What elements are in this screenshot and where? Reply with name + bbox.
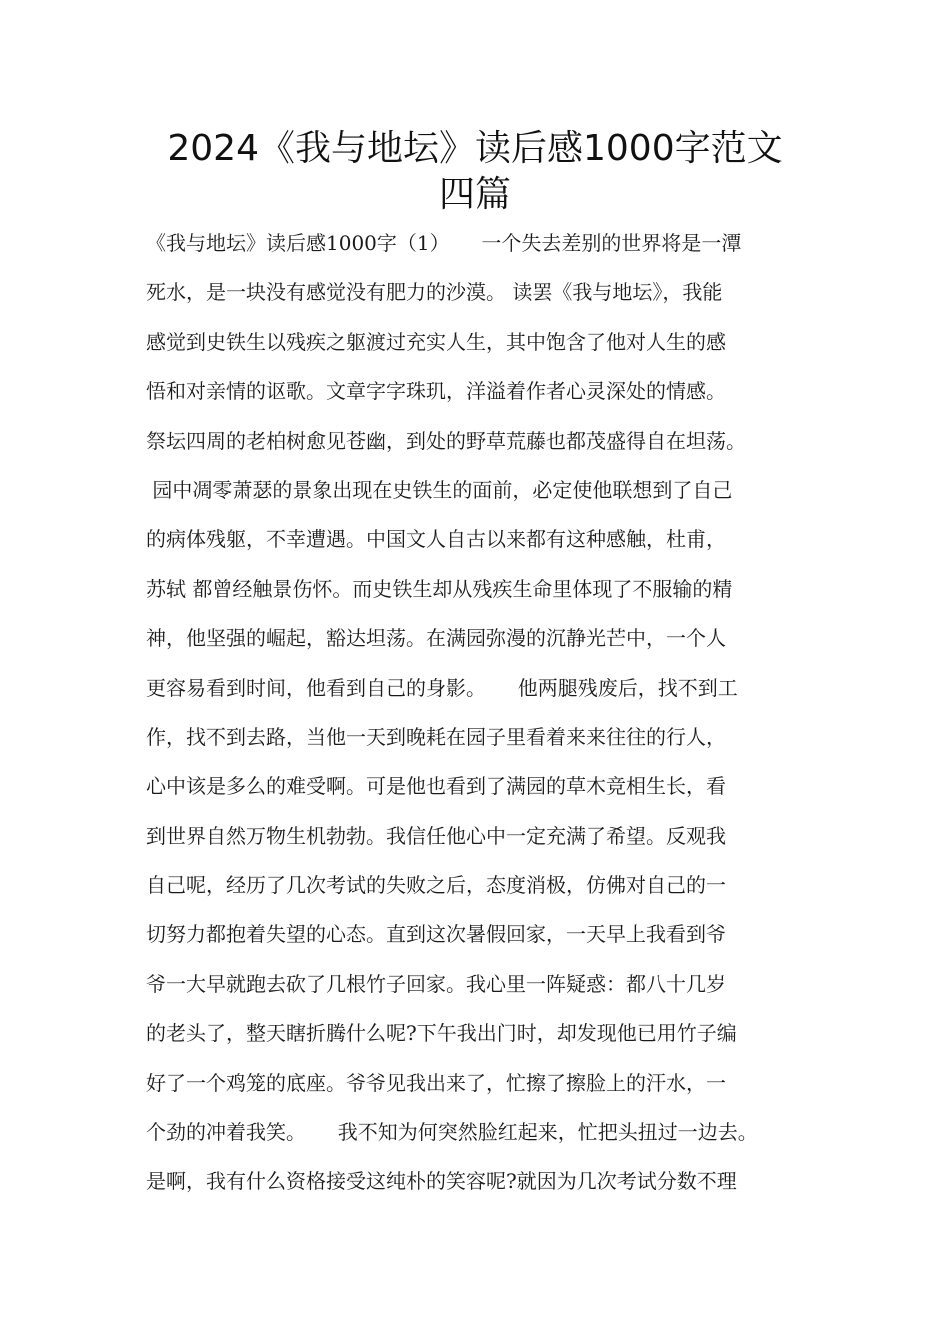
title-line-1: 2024《我与地坛》读后感1000字范文 (167, 128, 783, 169)
body-line: 祭坛四周的老柏树愈见苍幽，到处的野草荒藤也都茂盛得自在坦荡。 (146, 428, 746, 453)
document-body (146, 231, 846, 1219)
body-line: 到世界自然万物生机勃勃。我信任他心中一定充满了希望。反观我 (146, 823, 726, 848)
document-title (100, 126, 850, 218)
body-line: 切努力都抱着失望的心态。直到这次暑假回家，一天早上我看到爷 (146, 922, 726, 947)
body-line: 个劲的冲着我笑。 我不知为何突然脸红起来，忙把头扭过一边去。 (146, 1120, 758, 1145)
body-line: 感觉到史铁生以残疾之躯渡过充实人生，其中饱含了他对人生的感 (146, 329, 726, 354)
body-line: 的病体残躯，不幸遭遇。中国文人自古以来都有这种感触，杜甫， (146, 527, 726, 552)
body-line: 是啊，我有什么资格接受这纯朴的笑容呢?就因为几次考试分数不理 (146, 1169, 737, 1194)
body-line: 神，他坚强的崛起，豁达坦荡。在满园弥漫的沉静光芒中，一个人 (146, 626, 726, 651)
body-line: 悟和对亲情的讴歌。文章字字珠玑，洋溢着作者心灵深处的情感。 (146, 379, 726, 404)
body-line: 《我与地坛》读后感1000字（1） 一个失去差别的世界将是一潭 (146, 231, 742, 255)
title-line-2: 四篇 (438, 174, 511, 215)
body-line: 爷一大早就跑去砍了几根竹子回家。我心里一阵疑惑：都八十几岁 (146, 971, 726, 996)
body-line: 苏轼 都曾经触景伤怀。而史铁生却从残疾生命里体现了不服输的精 (146, 576, 733, 601)
body-line: 自己呢，经历了几次考试的失败之后，态度消极，仿佛对自己的一 (146, 873, 726, 898)
body-line: 更容易看到时间，他看到自己的身影。 他两腿残废后，找不到工 (146, 675, 738, 700)
body-line: 心中该是多么的难受啊。可是他也看到了满园的草木竞相生长，看 (146, 774, 726, 799)
body-line: 死水，是一块没有感觉没有肥力的沙漠。 读罢《我与地坛》，我能 (146, 280, 723, 305)
body-line: 好了一个鸡笼的底座。爷爷见我出来了，忙擦了擦脸上的汗水，一 (146, 1070, 726, 1095)
body-line: 园中凋零萧瑟的景象出现在史铁生的面前，必定使他联想到了自己 (146, 477, 733, 502)
body-line: 作，找不到去路，当他一天到晚耗在园子里看着来来往往的行人， (146, 724, 726, 749)
body-line: 的老头了，整天瞎折腾什么呢?下午我出门时，却发现他已用竹子编 (146, 1021, 737, 1046)
